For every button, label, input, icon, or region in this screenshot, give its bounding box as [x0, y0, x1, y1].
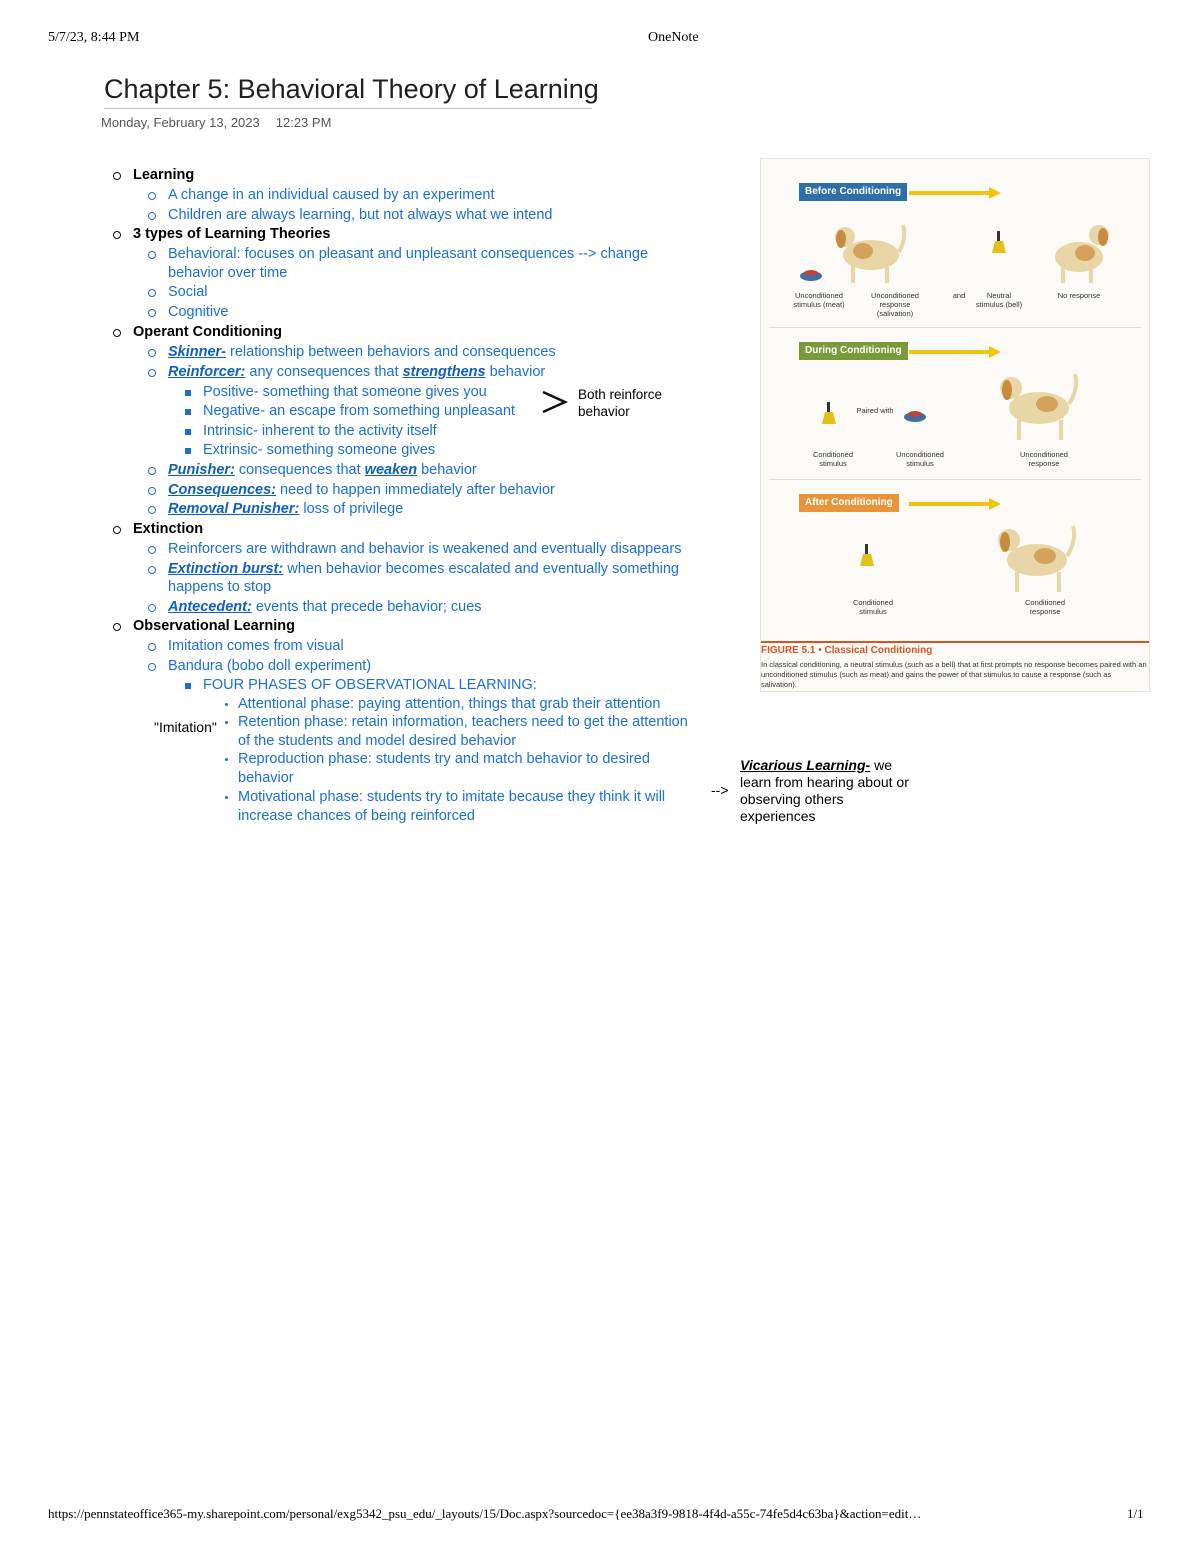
panel-during-conditioning — [769, 327, 1141, 476]
list-item[interactable]: Reinforcers are withdrawn and behavior is weakened and eventually disappears — [168, 540, 681, 559]
dog-icon — [829, 207, 909, 287]
list-item[interactable]: A change in an individual caused by an experiment — [168, 186, 494, 205]
bullet-icon — [185, 390, 191, 396]
both-reinforce-note[interactable]: Both reinforce behavior — [578, 387, 663, 419]
panel-label-during: During Conditioning — [799, 342, 908, 360]
figure-caption-title: FIGURE 5.1 • Classical Conditioning — [761, 645, 933, 656]
bullet-icon — [113, 526, 121, 534]
page-date: Monday, February 13, 2023 — [101, 115, 260, 130]
list-item[interactable]: Removal Punisher: loss of privilege — [168, 500, 403, 519]
list-item[interactable]: Attentional phase: paying attention, things that grab their attention — [238, 695, 660, 714]
heading-learning[interactable]: Learning — [133, 166, 194, 185]
heading-operant-conditioning[interactable]: Operant Conditioning — [133, 323, 282, 342]
figure-label: Unconditioned stimulus — [896, 450, 944, 468]
list-item[interactable]: Extinction burst: when behavior becomes escalated and eventually something — [168, 560, 679, 579]
figure-caption-text: In classical conditioning, a neutral stimulus (such as a bell) that at first prompts no response becomes paired with an unconditioned stimulus (such as meat) and gains the power of that stimulus to cause a response (such as salivation). — [761, 660, 1147, 689]
bell-icon — [857, 544, 877, 568]
list-item[interactable]: Children are always learning, but not always what we intend — [168, 206, 552, 225]
print-datetime: 5/7/23, 8:44 PM — [48, 30, 140, 45]
panel-label-after: After Conditioning — [799, 494, 899, 512]
list-item[interactable]: Skinner- relationship between behaviors and consequences — [168, 343, 556, 362]
heading-observational-learning[interactable]: Observational Learning — [133, 617, 295, 636]
figure-label: Conditioned stimulus — [812, 450, 854, 468]
bullet-icon — [185, 429, 191, 435]
bullet-icon — [113, 623, 121, 631]
bullet-icon — [148, 663, 156, 671]
arrow-note[interactable]: --> — [711, 782, 729, 798]
list-item[interactable]: Imitation comes from visual — [168, 637, 344, 656]
bell-icon — [819, 402, 839, 426]
bullet-icon — [148, 369, 156, 377]
list-item[interactable]: Extrinsic- something someone gives — [203, 441, 435, 460]
list-item-continued[interactable]: behavior over time — [168, 265, 288, 281]
list-item[interactable]: Positive- something that someone gives you — [203, 383, 487, 402]
bullet-icon — [113, 231, 121, 239]
list-item[interactable]: Antecedent: events that precede behavior; cues — [168, 598, 482, 617]
bullet-icon — [113, 329, 121, 337]
bullet-icon — [185, 448, 191, 454]
bullet-icon — [148, 251, 156, 259]
figure-label: Unconditioned response — [1020, 450, 1068, 468]
bullet-icon — [148, 349, 156, 357]
bullet-icon — [225, 721, 228, 724]
list-item[interactable]: Retention phase: retain information, teachers need to get the attention — [238, 713, 688, 732]
page-date-time — [101, 115, 331, 130]
bullet-icon — [148, 309, 156, 317]
print-url: https://pennstateoffice365-my.sharepoint.com/personal/exg5342_psu_edu/_layouts/15/Doc.aspx?sourcedoc={ee38a3f9-9818-4f4d-a55c-74fe5d4c63ba}&action=edit… — [48, 1506, 922, 1521]
list-item-continued[interactable]: behavior — [238, 770, 294, 786]
classical-conditioning-figure[interactable] — [760, 158, 1150, 692]
print-app-name: OneNote — [648, 30, 699, 45]
list-item[interactable]: Punisher: consequences that weaken behavior — [168, 461, 477, 480]
bullet-icon — [148, 212, 156, 220]
figure-label: Unconditioned response (salivation) — [871, 291, 919, 318]
figure-label: Neutral stimulus (bell) — [975, 291, 1023, 309]
figure-label: Unconditioned stimulus (meat) — [793, 291, 845, 309]
meat-bowl-icon — [799, 269, 823, 281]
vicarious-learning-note[interactable]: Vicarious Learning- we learn from hearing about or observing others experiences — [740, 757, 909, 824]
arrow-icon — [909, 498, 1001, 510]
bell-icon — [989, 231, 1009, 255]
meat-bowl-icon — [903, 410, 927, 422]
panel-label-before: Before Conditioning — [799, 183, 907, 201]
list-item[interactable]: Social — [168, 283, 208, 302]
brace-icon — [540, 389, 570, 415]
heading-extinction[interactable]: Extinction — [133, 520, 203, 539]
list-item[interactable]: Consequences: need to happen immediately after behavior — [168, 481, 555, 500]
bullet-icon — [148, 289, 156, 297]
list-item-continued[interactable]: of the students and model desired behavior — [238, 733, 517, 749]
figure-label: No response — [1057, 291, 1101, 300]
heading-learning-theories[interactable]: 3 types of Learning Theories — [133, 225, 330, 244]
panel-after-conditioning — [769, 479, 1141, 628]
bullet-icon — [148, 604, 156, 612]
bullet-icon — [148, 643, 156, 651]
bullet-icon — [113, 172, 121, 180]
bullet-icon — [148, 487, 156, 495]
list-item[interactable]: Intrinsic- inherent to the activity itself — [203, 422, 437, 441]
bullet-icon — [148, 546, 156, 554]
list-item[interactable]: FOUR PHASES OF OBSERVATIONAL LEARNING: — [203, 676, 537, 695]
dog-icon — [989, 358, 1085, 444]
panel-before-conditioning — [769, 167, 1141, 323]
print-page-number: 1/1 — [1127, 1506, 1144, 1521]
list-item[interactable]: Negative- an escape from something unpleasant — [203, 402, 515, 421]
list-item[interactable]: Bandura (bobo doll experiment) — [168, 657, 371, 676]
list-item[interactable]: Reinforcer: any consequences that strengthens behavior — [168, 363, 545, 382]
figure-label: Conditioned response — [1024, 598, 1066, 616]
dog-icon — [1039, 207, 1119, 287]
list-item-continued[interactable]: increase chances of being reinforced — [238, 808, 475, 824]
list-item[interactable]: Behavioral: focuses on pleasant and unpleasant consequences --> change — [168, 245, 648, 264]
figure-label: and — [952, 291, 966, 300]
page-title[interactable]: Chapter 5: Behavioral Theory of Learning — [104, 74, 592, 109]
figure-label: Conditioned stimulus — [852, 598, 894, 616]
bullet-icon — [148, 506, 156, 514]
bullet-icon — [185, 683, 191, 689]
figure-caption — [761, 641, 1149, 690]
bullet-icon — [225, 703, 228, 706]
list-item[interactable]: Motivational phase: students try to imitate because they think it will — [238, 788, 665, 807]
arrow-icon — [909, 346, 1001, 358]
arrow-icon — [909, 187, 1001, 199]
list-item[interactable]: Reproduction phase: students try and match behavior to desired — [238, 750, 650, 769]
bullet-icon — [225, 796, 228, 799]
bullet-icon — [148, 467, 156, 475]
page-time: 12:23 PM — [275, 115, 332, 130]
bullet-icon — [148, 192, 156, 200]
bullet-icon — [225, 758, 228, 761]
vicarious-term: Vicarious Learning- — [740, 757, 871, 773]
figure-label: Paired with — [856, 406, 894, 415]
bullet-icon — [185, 409, 191, 415]
dog-icon — [987, 510, 1083, 596]
bullet-icon — [148, 566, 156, 574]
list-item[interactable]: Cognitive — [168, 303, 228, 322]
imitation-note[interactable]: "Imitation" — [154, 719, 217, 735]
list-item-continued[interactable]: happens to stop — [168, 579, 272, 595]
